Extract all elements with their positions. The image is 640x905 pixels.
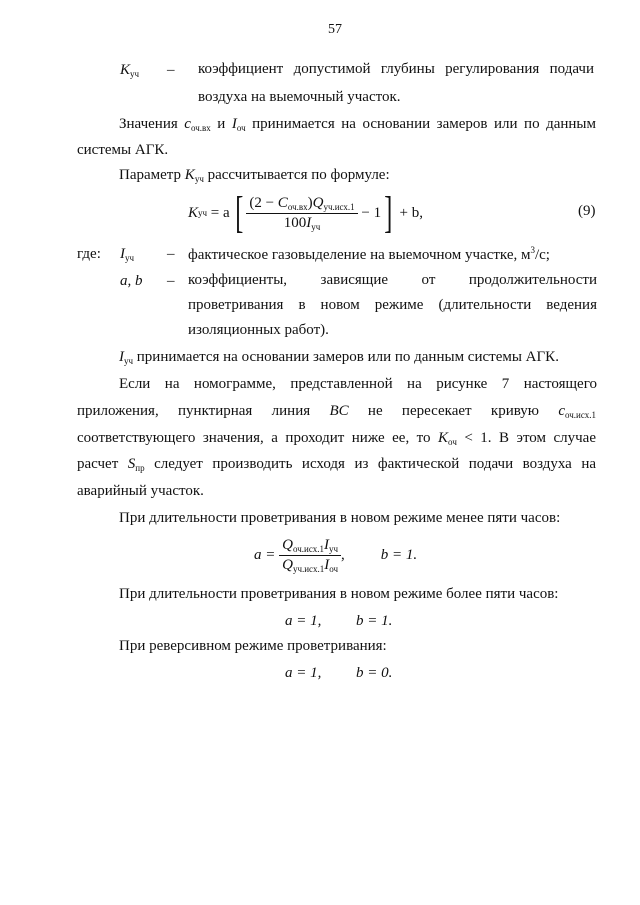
where-ab-symbol: a, b: [120, 273, 143, 289]
para6-formula-b: b = 1.: [356, 613, 393, 629]
where-i-text: фактическое газовыделение на выемочном участке, $м^3/с$;: [188, 245, 550, 263]
def-kuch-dash: –: [167, 62, 175, 78]
where-i-dash: –: [167, 246, 175, 262]
para7: При реверсивном режиме проветривания:: [119, 638, 387, 654]
formula-9-fraction: $\frac{(2 - C_{оч.вх})Q_{уч.исх.1}}{100I_{уч}}$: [246, 195, 357, 232]
where-ab-line3: изоляционных работ).: [188, 322, 329, 338]
def-kuch-line1: коэффициент допустимой глубины регулирования подачи: [198, 61, 594, 77]
where-label: где:: [77, 246, 101, 262]
page-number: 57: [328, 22, 342, 37]
formula-a: a = $\frac{Q_{оч.исх.1}I_{уч}}{Q_{уч.исх.1}I_{оч}}$ , b = 1.: [254, 536, 418, 574]
para4-line1: Если на номограмме, представленной на рисунке 7 настоящего: [119, 376, 597, 392]
para4-line5: аварийный участок.: [77, 483, 204, 499]
formula-9: K уч = a [ $\frac{(2 - C_{оч.вх})Q_{уч.исх.1}}{100I_{уч}}$ − 1 ] + b,: [188, 188, 424, 237]
para5: При длительности проветривания в новом режиме менее пяти часов:: [119, 510, 561, 526]
where-i-symbol: $I_{уч}$: [120, 246, 135, 263]
para4-line3: соответствующего значения, а проходит ниже ее, то $K_{оч} < 1$. В этом случае: [77, 430, 596, 447]
para7-formula-b: b = 0.: [356, 665, 393, 681]
para2: Параметр $K_{уч}$ рассчитывается по формуле:: [119, 167, 390, 184]
where-ab-line1: коэффициенты, зависящие от продолжительности: [188, 272, 597, 288]
def-kuch-line2: воздуха на выемочный участок.: [198, 89, 401, 105]
para4-line4: расчет $S_{пр}$ следует производить исходя из фактической подачи воздуха на: [77, 456, 596, 473]
para6-formula-a: a = 1,: [285, 613, 322, 629]
def-kuch-symbol: $K_{уч}$: [120, 62, 140, 79]
where-ab-dash: –: [167, 273, 175, 289]
where-ab-line2: проветривания в новом режиме (длительности ведения: [188, 297, 597, 313]
para4-line2: приложения, пунктирная линия BC не пересекает кривую $c_{оч.исх.1}$: [77, 403, 596, 420]
para7-formula-a: a = 1,: [285, 665, 322, 681]
para6: При длительности проветривания в новом режиме более пяти часов:: [119, 586, 559, 602]
para1-line1: Значения $c_{оч.вх}$ и $I_{оч}$ принимается на основании замеров или по данным: [119, 116, 596, 133]
para3: $I_{уч}$ принимается на основании замеров или по данным системы АГК.: [119, 349, 559, 366]
formula-9-number: (9): [578, 203, 596, 219]
para1-line2: системы АГК.: [77, 142, 169, 158]
formula-a-fraction: $\frac{Q_{оч.исх.1}I_{уч}}{Q_{уч.исх.1}I_{оч}}$: [279, 537, 341, 574]
